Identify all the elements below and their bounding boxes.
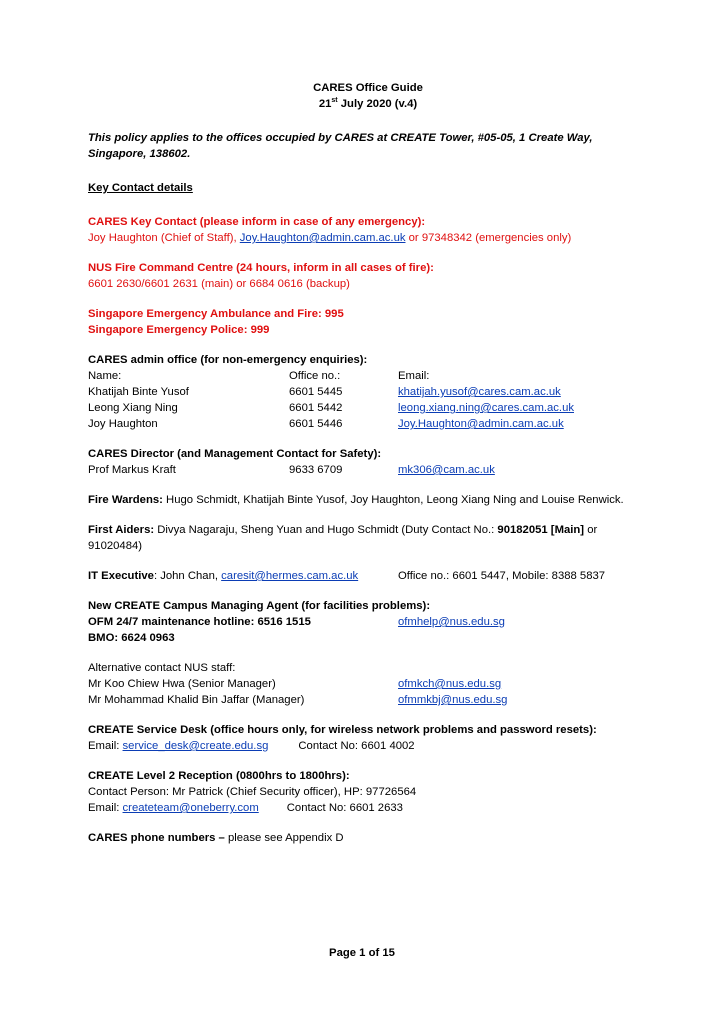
it-executive-contact [88,568,398,584]
phone-numbers-label: CARES phone numbers – [88,832,225,844]
col-name-header: Name: [88,370,122,382]
key-contact-phone: or 97348342 (emergencies only) [405,232,572,244]
alt-contact-name: Mr Koo Chiew Hwa (Senior Manager) [88,678,276,690]
row-name: Joy Haughton [88,418,158,430]
list-item [88,692,648,708]
service-desk-heading: CREATE Service Desk (office hours only, for wireless network problems and password resets): [88,724,597,736]
fire-wardens-text: Hugo Schmidt, Khatijah Binte Yusof, Joy Haughton, Leong Xiang Ning and Louise Renwick. [162,494,624,506]
table-row [88,416,648,432]
reception-heading: CREATE Level 2 Reception (0800hrs to 1800hrs): [88,770,350,782]
policy-statement: This policy applies to the offices occupied by CARES at CREATE Tower, #05-05, 1 Create Way, Singapore, 138602. [88,132,593,160]
date-rest: July 2020 (v.4) [337,98,418,110]
row-email-link[interactable]: khatijah.yusof@cares.cam.ac.uk [398,386,561,398]
admin-table-header [88,368,648,384]
reception-line [88,800,648,816]
date-suffix: st [331,97,338,105]
phone-numbers-text: please see Appendix D [224,832,344,844]
first-aiders-main-no: 90182051 [Main] [497,524,585,536]
reception-email-label: Email: [88,802,123,814]
first-aiders-label: First Aiders: [88,524,155,536]
ambulance-number: Singapore Emergency Ambulance and Fire: 995 [88,308,344,320]
it-executive-name: : John Chan, [153,570,222,582]
fire-command-numbers: 6601 2630/6601 2631 (main) or 6684 0616 (backup) [88,278,350,290]
it-executive-numbers: Office no.: 6601 5447, Mobile: 8388 5837 [398,570,606,582]
row-phone: 6601 5446 [289,418,343,430]
police-number: Singapore Emergency Police: 999 [88,324,270,336]
phone-numbers-paragraph [88,830,648,846]
date-day: 21 [318,98,332,110]
managing-agent-heading: New CREATE Campus Managing Agent (for facilities problems): [88,600,431,612]
row-email-link[interactable]: leong.xiang.ning@cares.cam.ac.uk [398,402,574,414]
row-name: Khatijah Binte Yusof [88,386,189,398]
hotline-email-link[interactable]: ofmhelp@nus.edu.sg [398,616,505,628]
fire-wardens-paragraph [88,492,648,508]
director-phone: 9633 6709 [289,464,343,476]
key-contact-email-link[interactable]: Joy.Haughton@admin.cam.ac.uk [239,232,406,244]
row-name: Leong Xiang Ning [88,402,178,414]
table-row [88,400,648,416]
director-row [88,462,648,478]
fire-command-heading: NUS Fire Command Centre (24 hours, inform in all cases of fire): [88,262,434,274]
doc-date [88,96,648,112]
doc-title: CARES Office Guide [313,82,423,94]
director-heading: CARES Director (and Management Contact for Safety): [88,448,382,460]
row-phone: 6601 5442 [289,402,343,414]
bmo-number: BMO: 6624 0963 [88,632,175,644]
key-contact-name: Joy Haughton (Chief of Staff), [88,232,240,244]
page-number: Page 1 of 15 [329,947,395,959]
hotline-row [88,614,648,630]
key-contact-line [88,230,648,246]
service-desk-email-label: Email: [88,740,123,752]
service-desk-line [88,738,648,754]
it-executive-row [88,568,648,584]
director-name: Prof Markus Kraft [88,464,176,476]
section-heading: Key Contact details [88,182,193,194]
first-aiders-paragraph [88,522,648,554]
first-aiders-text: Divya Nagaraju, Sheng Yuan and Hugo Schmidt (Duty Contact No.: [154,524,498,536]
row-email-link[interactable]: Joy.Haughton@admin.cam.ac.uk [398,418,564,430]
row-phone: 6601 5445 [289,386,343,398]
document-page [88,80,648,846]
fire-wardens-label: Fire Wardens: [88,494,163,506]
table-row [88,384,648,400]
alt-contact-email-link[interactable]: ofmkch@nus.edu.sg [398,678,502,690]
service-desk-email-link[interactable]: service_desk@create.edu.sg [122,740,269,752]
it-executive-email-link[interactable]: caresit@hermes.cam.ac.uk [221,570,359,582]
reception-email-link[interactable]: createteam@oneberry.com [122,802,259,814]
reception-contact: Contact No: 6601 2633 [286,802,403,814]
alt-contact-email-link[interactable]: ofmmkbj@nus.edu.sg [398,694,508,706]
key-contact-heading: CARES Key Contact (please inform in case of any emergency): [88,216,426,228]
alt-contact-heading: Alternative contact NUS staff: [88,662,236,674]
it-executive-label: IT Executive [88,570,154,582]
admin-office-heading: CARES admin office (for non-emergency enquiries): [88,354,368,366]
director-email-link[interactable]: mk306@cam.ac.uk [398,464,495,476]
reception-person: Contact Person: Mr Patrick (Chief Security officer), HP: 97726564 [88,786,417,798]
first-aiders-alt-no: or 91020484) [88,524,598,552]
hotline-text: OFM 24/7 maintenance hotline: 6516 1515 [88,616,311,628]
service-desk-contact: Contact No: 6601 4002 [298,740,415,752]
list-item [88,676,648,692]
alt-contact-name: Mr Mohammad Khalid Bin Jaffar (Manager) [88,694,305,706]
col-office-header: Office no.: [289,370,341,382]
col-email-header: Email: [398,370,430,382]
